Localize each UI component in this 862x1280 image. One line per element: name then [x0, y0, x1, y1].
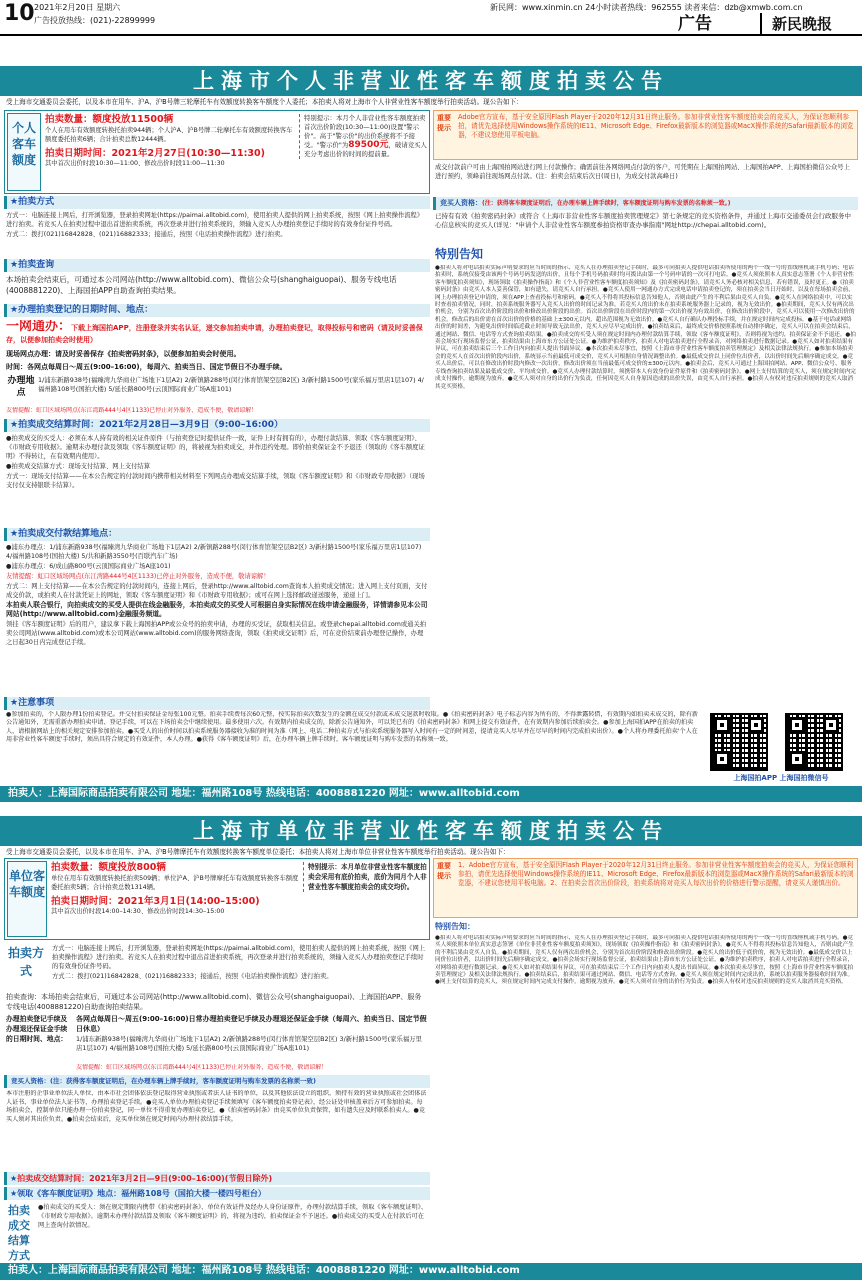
pay-site-6: ●浦东办理点：6/成山路800号(云顶国际商业广场A座101) — [6, 563, 171, 570]
unit-side-label: 单位客车额度 — [7, 861, 47, 937]
trade-text-2: ●拍卖成交结算方式：现场支付结算、网上支付结算 — [6, 463, 151, 470]
wechat-qr-code-icon — [785, 713, 843, 771]
unit-time-label: 拍卖日期时间： — [51, 896, 118, 907]
personal-pay-heading: ★拍卖成交付款结算地点： — [4, 528, 430, 541]
unit-important-notice — [433, 858, 858, 918]
personal-important-notice — [433, 110, 858, 160]
unit-qty-label: 拍卖数量： — [51, 862, 99, 873]
personal-time-label: 拍卖日期时间： — [45, 148, 112, 159]
pay-sites: ●浦东办理点：1/浦东新路938号(福臻湾九华商业广场地下1层A2) 2/新镇路288号(闵行体育馆架空层B2区) 3/新村路1500号(家乐福万里店1层107) 4/福州路108号(国拍大楼) 5/共和新路3550号(百联汽车广场) — [6, 544, 422, 560]
unit-notice-text: 1、Adobe官方宣布，基于安全原因Flash Player于2020年12月31日终止服务。参加非营业性客车额度拍卖会的竞买人，为保证您顺利参拍，请优先选择使用Windows操作系统的IE11、Microsoft Edge、Firefox最新版本的浏览器或MacX操作系统的Safari最新版本的浏览器，不建议您使用平板电脑。2、在拍卖会首次出价阶段，拍卖系统将对竞买人每次出价的价格进行警示提醒，请竞买人谨慎出价。 — [458, 861, 854, 887]
personal-special-tail: ，破请竞买人充分考虑出价的时间的提前量。 — [304, 141, 427, 158]
reg-site-label: 办理地点 — [7, 376, 35, 398]
personal-reg-site-note: 现场网点办理：请及时妥善保存《拍卖密码封条》，以便参加拍卖会时使用。 — [6, 350, 241, 358]
unit-time-note: 其中首次出价时段14:00–14:30、修改出价时段14:30–15:00 — [51, 908, 225, 915]
unit-trade-heading: ★拍卖成交结算时间：2021年3月2日—9日(9:00–16:00)(节假日除外) — [4, 1172, 430, 1185]
unit-pay-heading: ★领取《客车额度证明》地点：福州路108号（国拍大楼一楼四号柜台） — [4, 1187, 430, 1200]
trade-text-1: ●拍卖成交的买受人：必须在本人持有效的相关证件原件（与拍卖登记时提供证件一致，证件上时有拥有的），办理付款结算、领取《客车额度证明》、《市财政专用收据》。逾期未办理付款及领取《客车额度证明》的，将被视为拍卖成交，并作违约处理。即价拍卖保证金不予退还（领取的《客车额度证明》不得转让，在有效期内使用）。 — [6, 435, 425, 460]
personal-notes-text: ●参加拍卖的，个人限办理1份拍卖登记。并交付拍卖保证金每张100元整。拍卖手续费每次60元整，按实际拍卖次数发生的金额在成交付款或未成交退款时收取。●《拍卖密码封条》电子标志内容为所有的，不得泄露转借，有效期内如拍卖未成交的，除有新公告通知外，无需重新办理拍卖申请、登记手续，可以在下场拍卖会中继续使用。最多使用六次。有效期内拍卖成交的，除新公告通知外，可以凭已有的《拍卖密码封条》和网上提交有效证件，在有效期内参加后续拍卖会。●参加上海国拍APP在拍卖的拍卖人，请根据网站上的相关规定安排参加拍卖。●买受人的出价时间以拍卖系统服务器接收为准的时间为准（网上、电话二种拍卖方式与拍卖系统服务器写入时间有一定的时间差，提请竞买人尽早并在尽早的时间内完成拍卖出价）。●个人将办理委托拍卖'个人在用非营业性客车额度'手续时，须出具符合规定的有效证件，本人办理。●获得《客车额度证明》后，在办理车辆上牌手续时，客车额度证明与购车发票的名称须一致。 — [6, 711, 699, 744]
unit-reg-time: 各网点每周日～周五(9:00–16:00)日常办理拍卖登记手续及办理退还保证金手续（每周六、拍卖当日、国定节假日休息） — [76, 1015, 427, 1033]
notice-marker: 重要提示 — [437, 114, 451, 132]
personal-yitong-box — [6, 320, 428, 346]
unit-intro: 受上海市交通委员会委托，以及本市在用车、沪A、沪B号牌摩托车有效额度转换客车额度单位委托；本拍卖人将对上海市单位非营业性客车额度举行拍卖活动。现公告如下： — [6, 848, 510, 856]
pay-extra: 领挂《客车额度证明》后的用户，建议拿下载上海国拍APP或公众号的拍卖申请，办理的买受证，获取相关信息。或登录chepai.alltobid.com或通关拍卖公司网站(www.alltobid.com)或本公司网站(www.alltobid.com)的服务网络查询，领取《拍卖成交证明》后，可在竞价结束前办理登记操作，办理之日起30日内完成登记手续。 — [6, 621, 427, 646]
unit-pay-side-label: 拍卖成交结算方式 — [8, 1204, 30, 1262]
personal-reg-reminder: 友情提醒：虹口区域场网点(东江湾路444号4区1133)已停止对外服务，造成不便，敬请谅解！ — [6, 407, 258, 414]
personal-quantity-box — [4, 110, 430, 194]
unit-reg-sites: 1/浦东新路938号(福臻湾九华商业广场地下1层A2) 2/新镇路288号(闵行体育馆架空层B2区) 3/新村路1500号(家乐福万里店1层107) 4/福州路108号(国拍大楼) 5/延长路800号(云顶国际商业广场A座101) — [76, 1035, 423, 1052]
unit-footer: 拍卖人：上海国际商品拍卖有限公司 地址：福州路108号 热线电话：4008881220 网址：www.alltobid.com — [0, 1263, 862, 1280]
notice-text: Adobe官方宣布，基于安全原因Flash Player于2020年12月31日终止服务。参加非营业性客车额度拍卖会的竞买人，为保证您顺利参拍，请优先选择使用Windows操作系统的IE11、Microsoft Edge、Firefox最新版本的浏览器或MacX操作系统的Safari最新版本的浏览器，不建议您使用平板电脑。 — [458, 113, 854, 139]
unit-qty-value: 额度投放800辆 — [98, 862, 166, 873]
page-number: 10 — [4, 1, 35, 26]
personal-qty-note: 个人在用车有效额度转换托拍卖944辆；个人沪A、沪B号牌二轮摩托车有效额度转换客车额度委托拍卖6辆；合计拍卖总数12444辆。 — [45, 127, 293, 143]
personal-qty-label: 拍卖数量： — [45, 114, 93, 125]
ad-hotline: 广告投放热线：(021)-22899999 — [34, 16, 156, 25]
personal-reg-time: 时间：各网点每周日～周五(9:00–16:00)，每周六、拍卖当日、国定节假日不办理手续。 — [6, 363, 287, 371]
unit-quantity-box — [4, 858, 430, 940]
bid-method-phone: 方式二：拨打(021)16842828、(021)16882333；接通后，按照《电话拍卖操作流程》进行拍卖。 — [6, 231, 287, 238]
pay-online: 方式二：网上支付结算——在本公告规定的付款时间内，连接上网后，登录http://www.alltobid.com查询本人拍卖成交情况；进入网上支付页面，支付成交价款，或拍卖人在付款凭证上的网址，领取《客车额度证明》和《市财政专用收据》；或可在网上选择邮政递送服务，递递上门。 — [6, 583, 428, 599]
personal-qualification-text: 已持有有效《拍卖密码封条》或符合《上海市非营业性客车额度拍卖管理规定》第七条规定的竞买资格条件，并通过上海市交通委员会行政服务中心信息核实的竞买人(详见："申请个人非营业性客车额度参拍资格审查办事指南"网址http://chepai.alltobid.com)。 — [435, 212, 851, 229]
personal-side-label: 个人客车额度 — [7, 113, 41, 191]
personal-query-heading: ★拍卖查询 — [4, 259, 430, 272]
issue-date: 2021年2月20日 星期六 — [34, 3, 121, 12]
unit-query-text: 拍卖查询：本场拍卖会结束后，可通过本公司网站(http://www.alltobid.com)、微信公众号(shanghaiguopai)、上海国拍APP、服务专线电话(4008881220)自助查询拍卖结果。 — [6, 993, 422, 1011]
personal-reg-sites: 1/浦东新路938号(福臻湾九华商业广场地下1层A2) 2/新镇路288号(闵行体育馆架空层B2区) 3/新村路1500号(家乐福万里店1层107) 4/福州路108号(国拍大楼) 5/延长路800号(云顶国际商业广场A座101) — [38, 376, 424, 393]
yitong-label: 一网通办： — [6, 320, 72, 334]
unit-pay-text: ●拍卖成交的买受人：须在规定期限内携带《拍卖密码封条》、单位有效证件及经办人身份证原件，办理付款结算手续，领取《客车额度证明》、《市财政专用收据》。逾期未办理付款结算及领取《客车额度证明》的，将视为违约，拍卖保证金不予退还。●拍卖成交的买受人在付款后可在网上查询付款情况。 — [38, 1204, 428, 1229]
pay-reminder: 友情提醒：虹口区域场网点(东江湾路444号4区1133)已停止对外服务，造成不便，敬请谅解！ — [6, 573, 270, 580]
unit-special-tip: 特别提示：本月单位非营业性客车额度拍卖会采用有底价拍卖，底价为同月个人非营业性客车额度拍卖会的成交均价。 — [303, 862, 427, 892]
qr-caption: 上海国拍APP 上海国拍微信号 — [733, 774, 829, 782]
unit-qty-note: 单位在用车有效额度转换托拍卖509辆；单位沪A、沪B号牌摩托车有效额度转换客车额度委托拍卖5辆；合计拍卖总数1314辆。 — [51, 875, 299, 891]
personal-trade-heading: ★拍卖成交结算时间：2021年2月28日—3月9日（9:00–16:00） — [4, 419, 430, 432]
personal-qualification-bar: 竞买人资格：(注：获得客车额度证明后，在办理车辆上牌手续时，客车额度证明与购车发票的名称须一致。) — [433, 197, 858, 210]
personal-intro: 受上海市交通委员会委托，以及本市在用车、沪A、沪B号牌三轮摩托车有效额度转换客车额度个人委托；本拍卖人将对上海市个人非营业性客车额度举行拍卖活动。现公告如下： — [6, 98, 523, 106]
personal-qty-value: 额度投放11500辆 — [92, 114, 174, 125]
page-header — [0, 0, 862, 36]
yitong-text: 下载上海国拍APP，注册登录并实名认证，递交参加拍卖申请，办理拍卖登记，取得投标号和密码（请及时妥善保存，以便参加拍卖会时使用） — [6, 324, 423, 344]
unit-bid-online: 方式一：电脑连接上网后，打开浏览器，登录拍卖网址(https://paimai.alltobid.com)，使用拍卖人提供的网上拍卖系统，按照《网上拍卖操作流程》进行拍卖。若竞买人在拍卖过程中退出首进拍卖系统，再次登录并进行拍卖系统的，须输入竞买人办理拍卖登记手续时的有效身份证件号码。 — [52, 945, 426, 970]
unit-qualification-bar: 竞买人资格：(注：获得客车额度证明后，在办理车辆上牌手续时，客车额度证明与购车发票的名称须一致) — [4, 1075, 430, 1088]
personal-time-value: 2021年2月27日(10:30—11:30) — [111, 148, 265, 159]
unit-bid-phone: 方式二：拨打(021)16842828、(021)16882333；接通后，按照《电话拍卖操作流程》进行拍卖。 — [52, 973, 333, 980]
divider — [760, 13, 762, 35]
personal-special-heading: 特别告知 — [435, 247, 484, 261]
unit-bid-side-label: 拍卖方式 — [7, 946, 44, 978]
personal-trade-text — [6, 434, 428, 524]
personal-time-note: 其中首次出价时段10:30—11:00、修改出价时段11:00—11:30 — [45, 160, 225, 167]
personal-payment-notice: 成交付款前户可由上海国拍网站进行网上付款操作；确需前往各网络网点付款的客户，可凭期在上海国拍网站、上海国拍APP、上海国拍微信公众号上进行预约，领峰前往现场网点付款。(注：拍卖会结束后次日(周日)，为成交付款高峰日) — [435, 164, 850, 180]
pay-finance: 本拍卖人联合银行，向拍卖成交的买受人提供在线金融服务，本拍卖成交的买受人可根据自身实际情况在线申请金融服务，详情请参见本公司网站(http://www.alltobid.com)金融服务频道。 — [6, 601, 428, 618]
personal-special-tip: 特别提示：本月个人非营业性客车额度拍卖首次出价阶段(10:30—11:00)设置"警示价"。高于"警示价"的出价系统将不予接受。"警示价"为 — [304, 114, 426, 149]
unit-special-text: ●拍卖人将对电话拍卖实际声明要求的应当时间的指示，竞买人在办理拍卖登记手续时，最多可向拍卖人提供电话拍卖所使用的两个一线一号的直线座机或手机号码。●竞买人须依照本单位真实意志签署《单位非营业性客车额度拍卖须知》，现场领取《拍卖操作指南》和《拍卖密码封条》。●竞买人不得将其投标信息告知他人，否则由此产生的不利后果由竞买人自负。●拍卖期间，竞买人仅有两次出价机会，分别为首次出价阶段和修改出价阶段。●竞买人的出价低于底价的，视为无效出价。●最低成交价以上同价位出价者，以出价时间先后顺序确定成交。●拍卖会场实行现场监督公证，拍卖结果由上海市东方公证处公证。●为维护拍卖秩序，拍卖人对电话拍卖进行全程录音，对网络拍卖进行数据记录。●竞买人如对拍卖结果有异议，可在拍卖结束后三个工作日内向拍卖人提出书面异议。●本次拍卖未尽事宜，按照《上海市非营业性客车额度拍卖管理规定》及相关法律法规执行。●拍卖结束后，拍卖结果可通过网站、微信、电话等方式查询。●竞买人须在规定时间内完成出价，系统以拍卖服务器接收时间为准。●网上支付结算的竞买人，须在规定时间内完成支付操作，逾期视为放弃。●竞买人须对自身的出价行为负责。●拍卖人有权对违反拍卖规则的竞买人取消其竞买资格。 — [435, 935, 854, 986]
personal-special-text: ●拍卖人将对电话拍卖实际声明要求的应当时间的指示、竞买人在办理拍卖登记手续时，最多可向拍卖人提供电话拍卖所使用的两个一线一号的直线座机或手机号码；电话拍卖时，系统仅接受由该两个号码号码发送的出价，且每个手机号码拍卖时均可拨出由第一个号码申请的一次可打电话。●竞买人须依照本人真实意志签署《个人非营业性客车额度拍卖须知》，现场领取《拍卖操作指南》和《个人非营业性客车额度拍卖须知》及《拍卖密码封条》，请竞买人务必核对相关信息，若有错误，及时更正。●《拍卖密码封条》由竞买人本人妥善保管，如有遗失，请竞买人自行承担。●竞买人使用一网通办方式完成电话申请拍卖登记的，须在拍卖会当日开始时，以及在每场拍卖会前，网上办理拍卖登记申请的，须在APP上查看投标号和密码。●竞买人不得将其投标信息告知他人，否则由此产生的不利后果由竞买人自负。●竞买人在网络拍卖中，可以实时查看拍卖情况，同时，拍卖系统服务器写入竞买人出价的时间记录为准。若竞买人的出价未在拍卖系统服务器上记录的，视为无效出价。●拍卖期间，竞买人仅有两次出价机会，分别为首次出价阶段的出价和修改出价阶段的出价。首次出价阶段在出价时段内的第一次出价视为有效出价，在修改出价阶段中，竞买人可以使用一次修改出价的机会。修改后的出价需在首次出价的价格的基础上±300元以内，超出范围视为无效出价。●竞买人自行确认办理投标手续，并在规定时间内完成投标。●基于电话或网络出价的时间差，为避免出价时间临近截止时间导致无法出价，竞买人应尽早完成出价。●拍卖结束后，最终成交价格按照系统自动排序确定，竞买人可以在拍卖会结束后，通过网站、微信、电话等方式查询拍卖结果。●拍卖成交的买受人须在规定时间内办理付款结算手续，领取《客车额度证明》，否则将视为违约，拍卖保证金不予退还。●拍卖会场实行现场监督公证，拍卖结果由上海市东方公证处公证。●为维护拍卖秩序，拍卖人对电话拍卖进行全程录音，对网络拍卖进行数据记录。●竞买人如对拍卖结果有异议，可在拍卖结束后三个工作日内向拍卖人提出书面异议。●本次拍卖未尽事宜，按照《上海市非营业性客车额度拍卖管理规定》及相关法律法规执行。●参加本场拍卖会的竞买人在首次出价阶段内出价，系统显示当前最低可成交价，竞买人可根据自身情况调整出价。●最低成交价以上同价位出价者，以出价时间先后顺序确定成交。●竞买人出价后，可以在修改出价时段内修改一次出价，修改出价须在当前最低可成交价的±300元以内。●拍卖会后，竞买人可通过上海国拍网站、APP、微信公众号、服务专线查询拍卖结果及最低成交价、平均成交价。●竞买人办理付款结算时，须携带本人有效身份证件原件和《拍卖密码封条》。●网上支付结算的竞买人，须在规定时间内完成支付操作，逾期视为放弃。●竞买人须对自身的出价行为负责，任何因竞买人自身原因造成的出价失误，由竞买人自行承担。●拍卖人有权对违反拍卖规则的竞买人取消其竞买资格。 — [435, 265, 856, 390]
unit-bid-method — [52, 944, 428, 990]
trade-text-3: 方式一：现场支付结算——在本公告规定的付款时间内携带相关材料至下列网点办理成交结算手续，领取《客车额度证明》和《市财政专用收据》（现场支付仅支持银联卡结算）。 — [6, 473, 425, 489]
unit-reg-reminder: 友情提醒：虹口区域场网点(东江湾路444号4区1133)已停止对外服务，造成不便，敬请谅解！ — [76, 1064, 328, 1071]
unit-time-value: 2021年3月1日(14:00–15:00) — [117, 896, 260, 907]
contact-line: 新民网：www.xinmin.cn 24小时读者热线：962555 读者来信：dzb@xmwb.com.cn — [490, 3, 803, 12]
personal-pay-text — [6, 543, 428, 695]
unit-banner: 上海市单位非营业性客车额度拍卖公告 — [0, 816, 862, 846]
bid-method-online: 方式一：电脑连接上网后，打开浏览器，登录拍卖网址(https://paimai.alltobid.com)，使用拍卖人提供的网上拍卖系统，按照《网上拍卖操作流程》进行拍卖。若竞买人在拍卖过程中退出首进拍卖系统，再次登录并进行拍卖系统的，须输入竞买人办理拍卖登记手续时的有效身份证件号码。 — [6, 212, 424, 228]
unit-notice-marker: 重要提示 — [437, 862, 451, 880]
app-qr-code-icon — [710, 713, 768, 771]
personal-query-text: 本场拍卖会结束后，可通过本公司网站(http://www.alltobid.com)、微信公众号(shanghaiguopai)、服务专线电话(4008881220)、上海国拍APP自助查询拍卖结果。 — [6, 275, 397, 295]
personal-bid-method — [6, 211, 428, 257]
newspaper-brand: 新民晚报 — [772, 15, 833, 33]
personal-footer: 拍卖人：上海国际商品拍卖有限公司 地址：福州路108号 热线电话：4008881220 网址：www.alltobid.com — [0, 786, 862, 802]
unit-special-heading: 特别告知： — [435, 922, 475, 931]
personal-banner: 上海市个人非营业性客车额度拍卖公告 — [0, 66, 862, 96]
personal-reg-heading: ★办理拍卖登记的日期时间、地点： — [4, 304, 430, 317]
unit-body-text: 本市注册的企事业单位法人单位、由本市社会团体依法登记取得营业执照或者法人证书的单位，以及其他依法设立的组织，须持有效的营业执照或社会团体法人证书、事业单位法人证书等，办理拍卖登记手续。●竞买人单位办理拍卖登记手续须填写《客车额度拍卖登记表》，经公证处审核盖章后方可参加拍卖。每场拍卖会，控制单位只能办理一份拍卖登记，同一单位不得重复办理拍卖登记。●《拍卖密码封条》由竞买单位负责保管，如有遗失应及时联系拍卖人。●竞买人须对其出价负责。●拍卖会结束后，竞买单位须在规定时间内办理付款结算手续。 — [6, 1090, 427, 1123]
personal-bid-method-heading: ★拍卖方式 — [4, 196, 430, 209]
unit-reg-label: 办理拍卖登记手续及办理退还保证金手续的日期时间、地点： — [6, 1015, 68, 1043]
personal-notes-heading: ★注意事项 — [4, 697, 430, 710]
section-name: 广告 — [678, 14, 712, 34]
personal-warning-price: 89500元 — [348, 140, 389, 150]
